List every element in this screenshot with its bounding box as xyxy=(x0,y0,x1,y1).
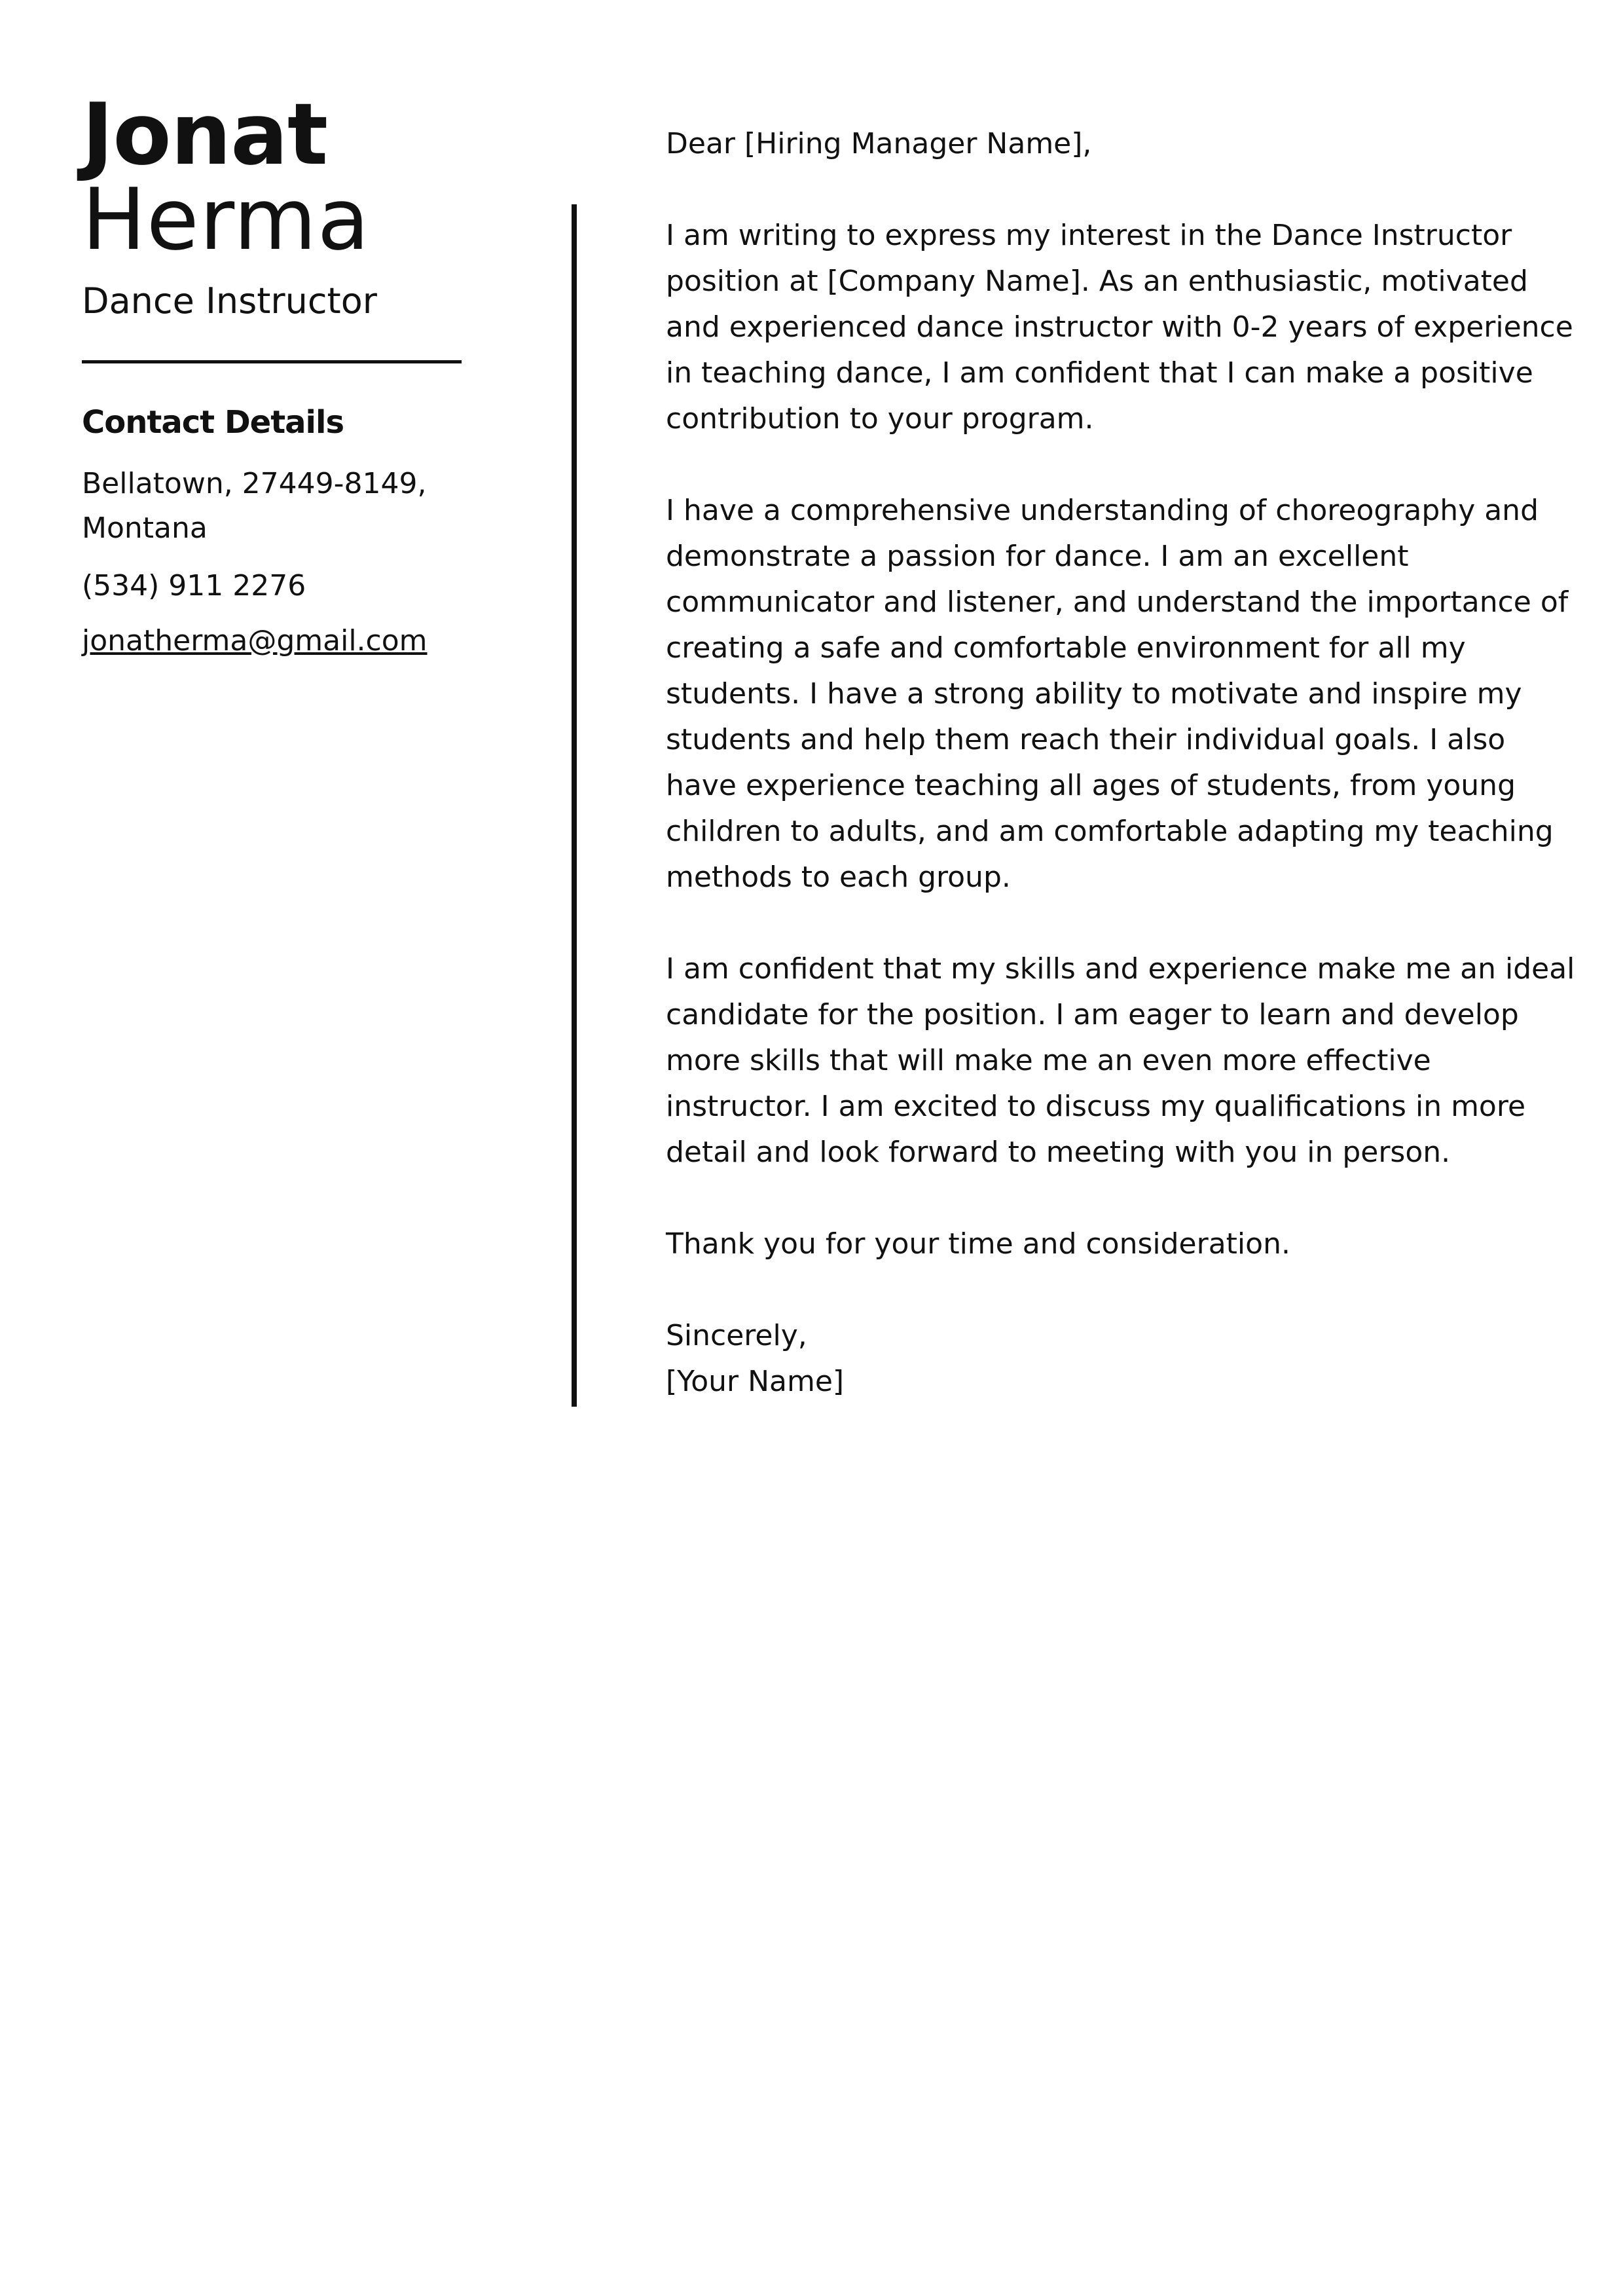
name-divider xyxy=(82,360,462,363)
letter-body xyxy=(666,121,1575,1405)
paragraph-line: I am writing to express my interest in the Dance Instructor xyxy=(666,219,1512,252)
paragraph-line: communicator and listener, and understand the importance of xyxy=(666,585,1569,619)
contact-address xyxy=(82,462,475,551)
paragraph-line: students and help them reach their individual goals. I also xyxy=(666,723,1506,756)
paragraph-line: have experience teaching all ages of students, from young xyxy=(666,769,1516,802)
paragraph-line: Thank you for your time and consideration. xyxy=(666,1227,1290,1261)
paragraph-line: I have a comprehensive understanding of choreography and xyxy=(666,494,1539,527)
paragraph-line: contribution to your program. xyxy=(666,402,1094,435)
paragraph-line: students. I have a strong ability to motivate and inspire my xyxy=(666,677,1522,711)
contact-phone: (534) 911 2276 xyxy=(82,569,306,602)
salutation xyxy=(666,121,1537,167)
letter-paragraph xyxy=(666,488,1569,900)
address-line: Bellatown, 27449-8149, xyxy=(82,467,427,500)
paragraph-line: detail and look forward to meeting with you in person. xyxy=(666,1136,1451,1169)
job-title: Dance Instructor xyxy=(82,280,377,322)
paragraph-line: creating a safe and comfortable environment for all my xyxy=(666,631,1466,665)
closing-text: Sincerely, xyxy=(666,1319,807,1352)
contact-email-link[interactable]: jonatherma@gmail.com xyxy=(82,624,428,657)
letter-paragraph xyxy=(666,1221,1537,1267)
paragraph-line: more skills that will make me an even more effective xyxy=(666,1044,1431,1077)
paragraph-line: candidate for the position. I am eager to learn and develop xyxy=(666,998,1519,1031)
paragraph-line: instructor. I am excited to discuss my qualifications in more xyxy=(666,1090,1526,1123)
letter-paragraph xyxy=(666,213,1573,442)
candidate-last-name: Herma xyxy=(82,170,371,269)
signature-text: [Your Name] xyxy=(666,1365,845,1398)
sidebar xyxy=(82,84,475,663)
closing-block xyxy=(666,1313,1537,1405)
paragraph-line: I am confident that my skills and experience make me an ideal xyxy=(666,952,1575,986)
paragraph-line: and experienced dance instructor with 0-2 years of experience xyxy=(666,310,1573,344)
paragraph-line: position at [Company Name]. As an enthusiastic, motivated xyxy=(666,265,1528,298)
contact-heading: Contact Details xyxy=(82,404,344,441)
salutation-text: Dear [Hiring Manager Name], xyxy=(666,127,1092,160)
paragraph-line: in teaching dance, I am confident that I can make a positive xyxy=(666,356,1533,390)
candidate-first-name: Jonat xyxy=(82,84,328,184)
address-line: Montana xyxy=(82,511,208,545)
vertical-divider xyxy=(572,204,577,1407)
letter-paragraph xyxy=(666,946,1575,1176)
paragraph-line: children to adults, and am comfortable adapting my teaching xyxy=(666,815,1554,848)
paragraph-line: methods to each group. xyxy=(666,861,1011,894)
paragraph-line: demonstrate a passion for dance. I am an excellent xyxy=(666,540,1409,573)
